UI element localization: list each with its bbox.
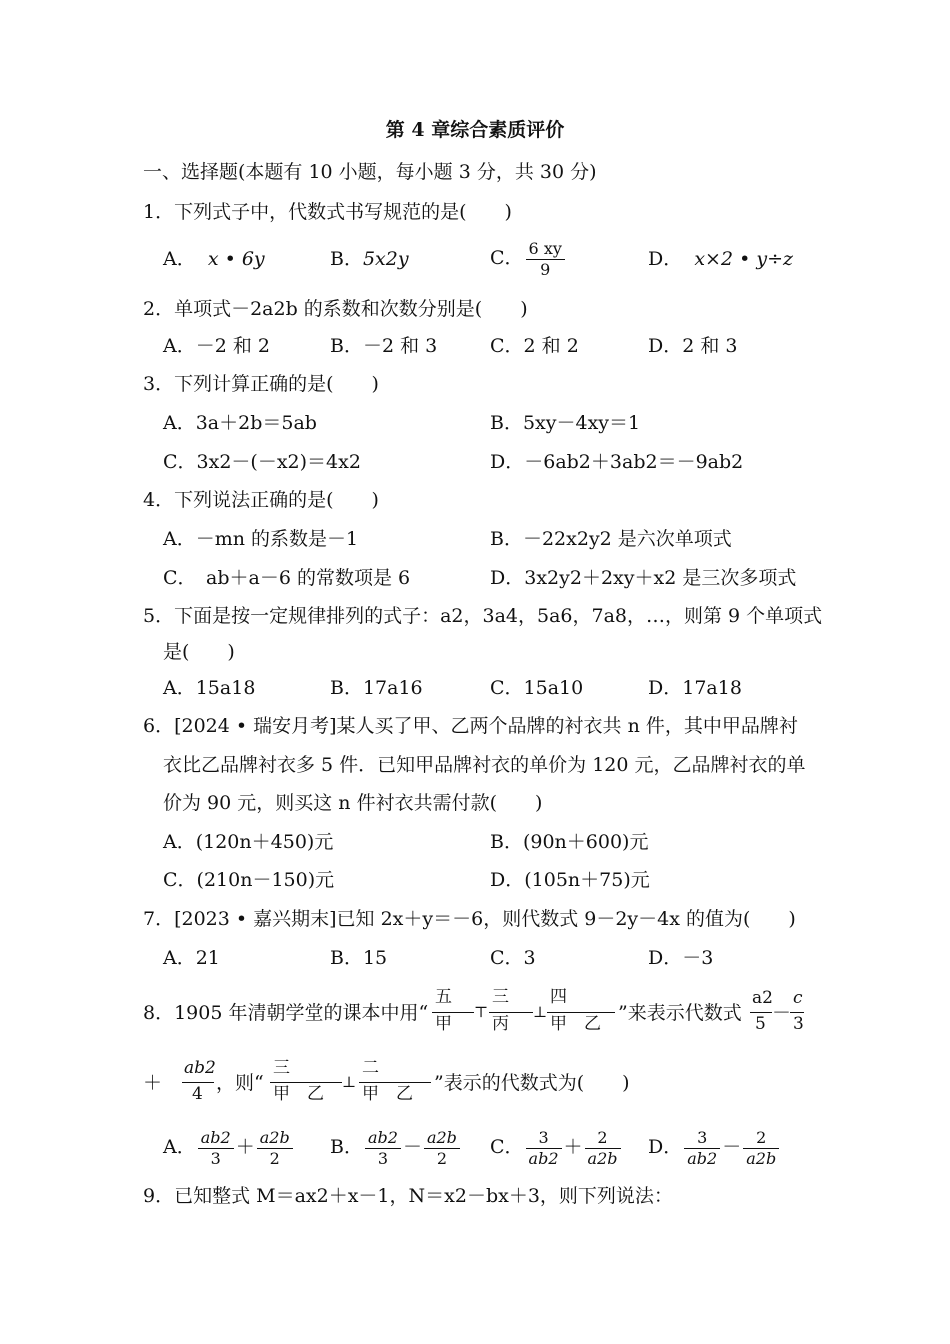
fraction [198,1128,234,1169]
ancient-minus-sign: ⊥ [342,1073,357,1091]
q1-option-a[interactable] [163,247,265,271]
question-8-tail: ”表示的代数式为( ) [434,1072,630,1094]
ancient-plus-sign: ⊤ [474,1003,489,1021]
q7-option-b[interactable]: B．15 [330,947,388,969]
question-6-line-2: 衣比乙品牌衬衣多 5 件．已知甲品牌衬衣的单价为 120 元，乙品牌衬衣的单 [163,754,806,776]
ancient-term-5-bottom: 甲 乙 [362,1084,413,1104]
q3-option-c[interactable]: C．3x2－(－x2)＝4x2 [163,451,361,473]
q2-option-a[interactable]: A．－2 和 2 [163,335,270,357]
option-label: C． [490,247,524,269]
page-title: 第 4 章综合素质评价 [385,119,565,141]
fraction [684,1128,720,1169]
option-label: B． [330,248,363,270]
fraction-1-denominator: 5 [755,1014,766,1034]
fraction [257,1128,293,1169]
q5-option-a[interactable]: A．15a18 [163,677,256,699]
ancient-term-5-top: 二 [362,1058,379,1078]
denominator: 2 [269,1148,280,1168]
q4-option-b[interactable]: B．－22x2y2 是六次单项式 [490,528,732,550]
q2-option-b[interactable]: B．－2 和 3 [330,335,438,357]
fraction-1-numerator: a2 [752,988,773,1008]
numerator: 3 [526,1128,562,1149]
fraction-3-numerator: ab2 [184,1058,216,1078]
q1-option-c[interactable] [490,236,567,280]
q6-option-a[interactable]: A．(120n＋450)元 [163,831,334,853]
numerator: 2 [743,1128,779,1149]
fraction-bar [489,1012,533,1013]
fraction [526,1128,562,1169]
fraction-2-denominator: 3 [793,1014,804,1034]
q6-option-c[interactable]: C．(210n－150)元 [163,869,335,891]
q8-option-d[interactable] [648,1124,781,1170]
q7-option-d[interactable]: D．－3 [648,947,714,969]
ancient-term-2-top: 三 [492,987,509,1007]
fraction-bar [790,1012,804,1013]
fraction-bar [432,1012,474,1013]
question-3-stem: 3．下列计算正确的是( ) [143,373,379,395]
denominator: ab2 [528,1148,559,1168]
numerator: ab2 [365,1128,401,1149]
operator: － [722,1136,742,1158]
denominator: a2b [587,1148,618,1168]
denominator: 3 [377,1148,389,1168]
fraction-3-denominator: 4 [192,1084,203,1104]
option-text: x×2 • y÷z [694,248,794,270]
numerator: 6 xy [526,239,565,260]
q4-option-d[interactable]: D．3x2y2＋2xy＋x2 是三次多项式 [490,567,797,589]
fraction-bar [359,1082,431,1083]
question-6-line-3: 价为 90 元，则买这 n 件衬衣共需付款( ) [163,792,543,814]
option-label: C． [490,1136,524,1158]
ancient-term-3-top: 四 [550,987,567,1007]
minus-sign: － [772,1002,792,1024]
option-label: D． [648,248,683,270]
section-heading: 一、选择题(本题有 10 小题，每小题 3 分，共 30 分) [143,161,597,183]
question-6-line-1: 6．[2024 • 瑞安月考]某人买了甲、乙两个品牌的衬衣共 n 件，其中甲品牌衬 [143,715,798,737]
q4-option-a[interactable]: A．－mn 的系数是－1 [163,528,359,550]
denominator: 2 [436,1148,448,1168]
question-8-prefix: 8．1905 年清朝学堂的课本中用“ [143,1002,429,1024]
question-8-then: ，则“ [216,1072,264,1094]
ancient-term-1-bottom: 甲 [435,1014,452,1034]
q3-option-a[interactable]: A．3a＋2b＝5ab [163,412,317,434]
fraction-bar [750,1012,772,1013]
question-4-stem: 4．下列说法正确的是( ) [143,489,379,511]
q2-option-c[interactable]: C．2 和 2 [490,335,579,357]
option-label: B． [330,1136,363,1158]
q8-option-b[interactable] [330,1124,462,1170]
q8-option-a[interactable] [163,1124,295,1170]
fraction-2-numerator: c [793,988,803,1008]
question-8-suffix: ”来表示代数式 [618,1002,742,1024]
q3-option-b[interactable]: B．5xy－4xy＝1 [490,412,641,434]
option-text: 5x2y [362,248,409,270]
q4-option-c[interactable]: C． ab＋a－6 的常数项是 6 [163,567,411,589]
plus-sign: ＋ [143,1072,163,1094]
numerator: a2b [257,1128,293,1149]
q8-option-c[interactable] [490,1124,623,1170]
question-9-stem: 9．已知整式 M＝ax2＋x－1，N＝x2－bx＋3，则下列说法： [143,1185,673,1207]
option-label: A． [163,1136,196,1158]
denominator: a2b [746,1148,777,1168]
numerator: a2b [424,1128,460,1149]
question-7-stem: 7．[2023 • 嘉兴期末]已知 2x＋y＝－6，则代数式 9－2y－4x 的值为( ) [143,908,796,930]
q5-option-b[interactable]: B．17a16 [330,677,423,699]
q1-option-b[interactable] [330,247,409,271]
q5-option-c[interactable]: C．15a10 [490,677,584,699]
fraction-bar [547,1012,615,1013]
question-2-stem: 2．单项式－2a2b 的系数和次数分别是( ) [143,298,528,320]
q3-option-d[interactable]: D．－6ab2＋3ab2＝－9ab2 [490,451,744,473]
denominator: ab2 [687,1148,718,1168]
ancient-term-2-bottom: 丙 [492,1014,509,1034]
denominator: 9 [540,259,551,279]
ancient-term-1-top: 五 [435,987,452,1007]
q2-option-d[interactable]: D．2 和 3 [648,335,738,357]
operator: ＋ [235,1136,255,1158]
option-label: D． [648,1136,683,1158]
ancient-term-3-bottom: 甲 乙 [550,1014,601,1034]
fraction [365,1128,401,1169]
fraction [743,1128,779,1169]
q7-option-c[interactable]: C．3 [490,947,536,969]
ancient-minus-sign: ⊥ [533,1003,548,1021]
option-text: x • 6y [207,248,265,270]
fraction [585,1128,621,1169]
denominator: 3 [210,1148,221,1168]
fraction-bar [182,1082,214,1083]
numerator: 2 [585,1128,621,1149]
q6-option-d[interactable]: D．(105n＋75)元 [490,869,650,891]
question-5-stem-cont: 是( ) [163,641,235,663]
numerator: 3 [684,1128,720,1149]
q1-option-d[interactable] [648,247,793,271]
operator: － [402,1136,422,1158]
question-1-stem: 1．下列式子中，代数式书写规范的是( ) [143,201,512,223]
q7-option-a[interactable]: A．21 [163,947,220,969]
numerator: ab2 [198,1128,234,1149]
question-5-stem: 5．下面是按一定规律排列的式子：a2，3a4，5a6，7a8，…，则第 9 个单项式 [143,605,823,627]
ancient-term-4-top: 三 [273,1058,290,1078]
fraction-bar [270,1082,342,1083]
option-label: A． [163,248,196,270]
fraction [424,1128,460,1169]
fraction [526,239,565,280]
q5-option-d[interactable]: D．17a18 [648,677,742,699]
q6-option-b[interactable]: B．(90n＋600)元 [490,831,649,853]
ancient-term-4-bottom: 甲 乙 [273,1084,324,1104]
operator: ＋ [563,1136,583,1158]
